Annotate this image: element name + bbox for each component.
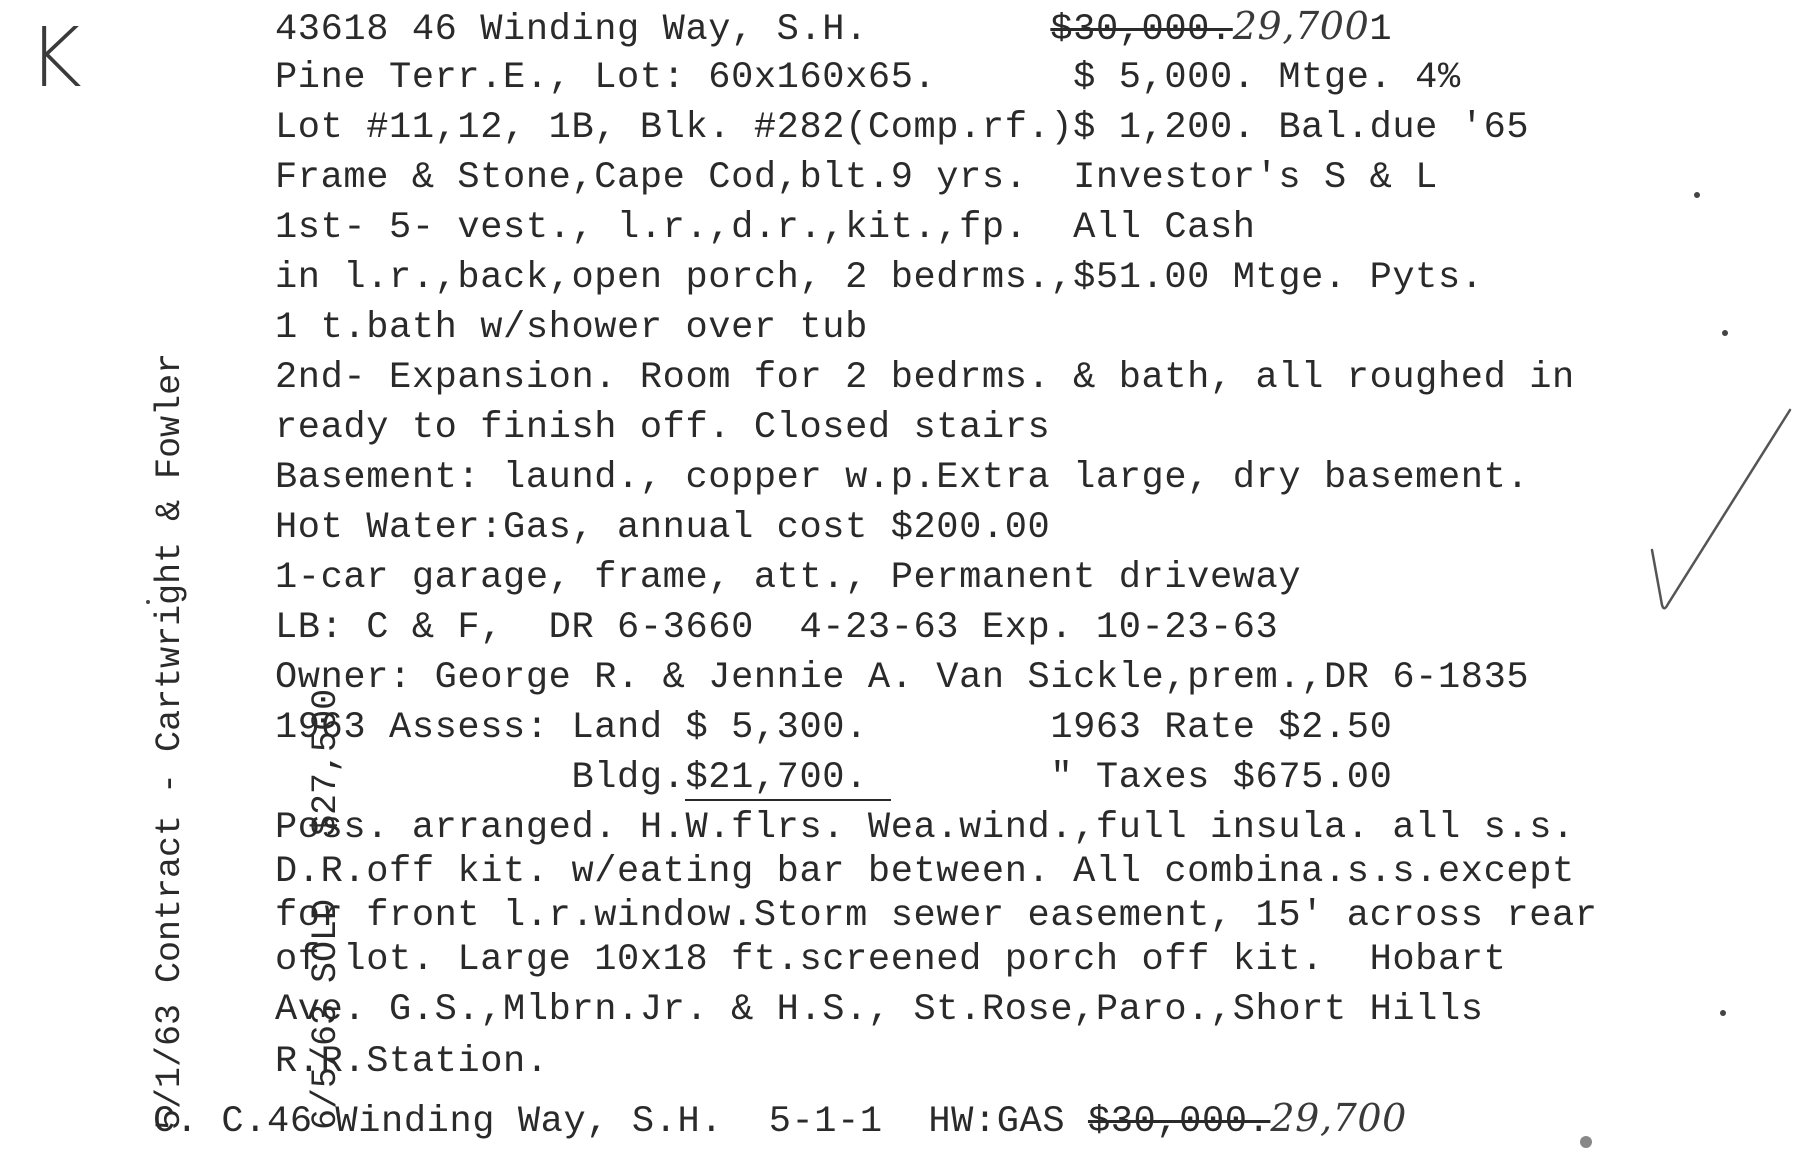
listing-line-owner: Owner: George R. & Jennie A. Van Sickle,prem.,DR 6-1835 — [275, 657, 1530, 699]
listing-line-address — [275, 4, 1392, 52]
ink-speck — [1720, 1010, 1726, 1016]
margin-contract-note: 5/1/63 Contract - Cartwright & Fowler — [150, 352, 190, 1130]
listing-line-first-floor: 1st- 5- vest., l.r.,d.r.,kit.,fp. All Cash — [275, 207, 1256, 249]
listing-line-station: R.R.Station. — [275, 1041, 549, 1083]
listing-line-stairs: ready to finish off. Closed stairs — [275, 407, 1051, 449]
listing-line-screened-porch: of lot. Large 10x18 ft.screened porch off kit. Hobart — [275, 939, 1507, 981]
footer-text: C. C.46 Winding Way, S.H. 5-1-1 HW:GAS — [153, 1101, 1088, 1143]
ink-speck — [146, 600, 150, 604]
checkmark-icon — [1640, 400, 1794, 620]
address-text: 43618 46 Winding Way, S.H. — [275, 9, 868, 51]
listing-line-possession: Poss. arranged. H.W.flrs. Wea.wind.,full insula. all s.s. — [275, 807, 1575, 849]
original-price-struck: $30,000. — [1050, 9, 1233, 51]
ink-speck — [1580, 1136, 1592, 1148]
listing-line-building-taxes — [275, 756, 1392, 800]
listing-line-hot-water: Hot Water:Gas, annual cost $200.00 — [275, 507, 1051, 549]
ink-speck — [1722, 330, 1728, 336]
listing-line-bath: 1 t.bath w/shower over tub — [275, 307, 868, 349]
listing-line-sewer: for front l.r.window.Storm sewer easement, 15' across rear — [275, 895, 1598, 937]
footer-handwritten-price: 29,700 — [1270, 1096, 1407, 1140]
bldg-label: Bldg. — [275, 757, 686, 799]
footer-line — [153, 1096, 1407, 1144]
listing-line-construction: Frame & Stone,Cape Cod,blt.9 yrs. Investor's S & L — [275, 157, 1438, 199]
listing-line-schools: Ave. G.S.,Mlbrn.Jr. & H.S., St.Rose,Paro.,Short Hills — [275, 989, 1484, 1031]
taxes-text: " Taxes $675.00 — [890, 757, 1393, 799]
ink-speck — [1694, 192, 1700, 198]
footer-price-struck: $30,000. — [1087, 1101, 1271, 1143]
listing-line-lot: Pine Terr.E., Lot: 60x160x65. $ 5,000. Mtge. 4% — [275, 57, 1461, 99]
listing-line-basement: Basement: laund., copper w.p.Extra large, dry basement. — [275, 457, 1530, 499]
listing-line-garage: 1-car garage, frame, att., Permanent driveway — [275, 557, 1302, 599]
margin-sold-note: 6/5/63 SOLD - $27,500 — [306, 688, 346, 1130]
listing-line-porch: in l.r.,back,open porch, 2 bedrms.,$51.00 Mtge. Pyts. — [275, 257, 1484, 299]
price-suffix: 1 — [1369, 9, 1393, 51]
listing-line-second-floor: 2nd- Expansion. Room for 2 bedrms. & bath, all roughed in — [275, 357, 1575, 399]
listing-line-listing-broker: LB: C & F, DR 6-3660 4-23-63 Exp. 10-23-63 — [275, 607, 1279, 649]
corner-letter-mark: K — [28, 11, 82, 106]
bldg-value: $21,700. — [685, 757, 891, 799]
listing-line-assessment: 1963 Assess: Land $ 5,300. 1963 Rate $2.50 — [275, 707, 1393, 749]
listing-line-dining: D.R.off kit. w/eating bar between. All combina.s.s.except — [275, 851, 1575, 893]
listing-line-block: Lot #11,12, 1B, Blk. #282(Comp.rf.)$ 1,200. Bal.due '65 — [275, 107, 1530, 149]
handwritten-price: 29,700 — [1232, 4, 1370, 48]
